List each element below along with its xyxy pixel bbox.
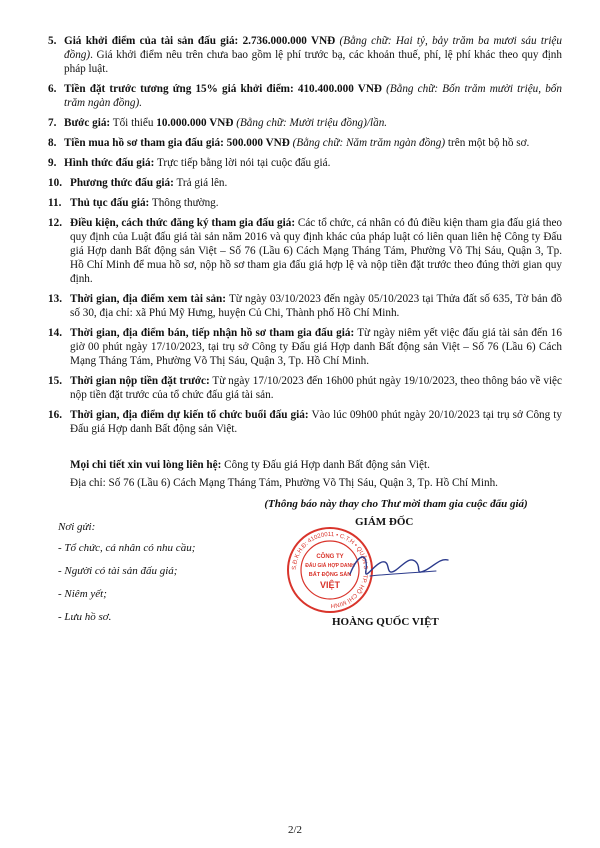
- item-text: Tối thiểu: [110, 117, 157, 129]
- item-16: [48, 408, 562, 436]
- item-number: 15.: [48, 375, 62, 387]
- item-5: [48, 34, 562, 76]
- item-italic: (Bằng chữ: Mười triệu đồng)/lần.: [233, 117, 388, 129]
- recipient-item: - Niêm yết;: [58, 588, 107, 600]
- item-label: Điều kiện, cách thức đăng ký tham gia đấu giá:: [70, 217, 296, 229]
- seal-line-3: BẤT ĐỘNG SẢN: [308, 572, 352, 578]
- item-label: Phương thức đấu giá:: [70, 177, 174, 189]
- contact-address: Địa chỉ: Số 76 (Lầu 6) Cách Mạng Tháng Tám, Phường Võ Thị Sáu, Quận 3, Tp. Hồ Chí Minh.: [70, 477, 498, 489]
- signer-title: GIÁM ĐỐC: [355, 516, 414, 528]
- item-label: Thủ tục đấu giá:: [70, 197, 150, 209]
- item-label: Thời gian, địa điểm xem tài sản:: [70, 293, 226, 305]
- recipient-item: - Lưu hồ sơ.: [58, 611, 112, 623]
- item-text: Trực tiếp bằng lời nói tại cuộc đấu giá.: [154, 157, 331, 169]
- item-label: Thời gian, địa điểm dự kiến tổ chức buổi đấu giá:: [70, 409, 309, 421]
- handwritten-signature: [340, 540, 460, 590]
- seal-line-2: ĐẤU GIÁ HỢP DANH: [305, 563, 355, 569]
- item-7: [48, 116, 562, 130]
- item-9: [48, 156, 562, 170]
- item-text: Từ ngày niêm yết việc đấu giá tài sản đến 16 giờ 00 phút ngày 17/10/2023, tại trụ sở Công ty Đấu giá Hợp danh Bất động sản Việt – Số 76 (Lầu 6) Cách Mạng Tháng Tám, Phường Võ Thị Sáu, Quận 3, Tp. Hồ Chí Minh.: [70, 327, 562, 367]
- recipient-item: - Người có tài sản đấu giá;: [58, 565, 178, 577]
- item-italic: (Bằng chữ: Năm trăm ngàn đồng): [289, 137, 446, 149]
- item-13: [48, 292, 562, 320]
- page-number: 2/2: [288, 824, 303, 836]
- item-italic: (Bằng chữ: Hai tỷ, bảy trăm ba mươi sáu triệu đồng): [64, 35, 562, 61]
- item-label: Tiền đặt trước tương ứng 15% giá khởi điểm: 410.400.000 VNĐ: [64, 83, 382, 95]
- auction-items-list: [48, 34, 562, 442]
- recipients-block: [58, 520, 278, 633]
- item-text: . Giá khởi điểm nêu trên chưa bao gồm lệ phí trước bạ, các khoản thuế, phí, lệ phí khác theo quy định pháp luật.: [64, 49, 562, 75]
- item-text: Từ ngày 03/10/2023 đến ngày 05/10/2023 tại Thửa đất số 635, Tờ bản đồ số 30, địa chỉ: xã Phú Mỹ Hưng, huyện Củ Chi, Thành phố Hồ Chí Minh.: [70, 293, 563, 319]
- item-label: Bước giá:: [64, 117, 111, 129]
- item-text: Vào lúc 09h00 phút ngày 20/10/2023 tại trụ sở Công ty Đấu giá Hợp danh Bất động sản Việt.: [70, 409, 563, 435]
- recipients-heading: Nơi gửi:: [58, 521, 96, 533]
- item-number: 9.: [48, 157, 57, 169]
- item-12: [48, 216, 562, 286]
- item-number: 11.: [48, 197, 62, 209]
- item-label: Thời gian, địa điểm bán, tiếp nhận hồ sơ tham gia đấu giá:: [70, 327, 355, 339]
- seal-ring-text: S.Đ.K.H.Đ: 41020011 • C.T.H • QUẬN 3 • TP. HỒ CHÍ MINH: [291, 531, 369, 609]
- signer-name: HOÀNG QUỐC VIỆT: [332, 616, 439, 628]
- item-text: Trả giá lên.: [173, 177, 228, 189]
- item-11: [48, 196, 562, 210]
- item-number: 16.: [48, 409, 62, 421]
- item-14: [48, 326, 562, 368]
- notice-text: (Thông báo này thay cho Thư mời tham gia cuộc đấu giá): [264, 498, 528, 510]
- item-number: 5.: [48, 35, 57, 47]
- recipient-item: - Tổ chức, cá nhân có nhu cầu;: [58, 542, 196, 554]
- item-8: [48, 136, 562, 150]
- item-amount: 10.000.000 VNĐ: [156, 117, 234, 129]
- item-text: Thông thường.: [149, 197, 219, 209]
- item-label: Thời gian nộp tiền đặt trước:: [70, 375, 210, 387]
- contact-value: Công ty Đấu giá Hợp danh Bất động sản Việt.: [221, 459, 430, 471]
- item-number: 6.: [48, 83, 57, 95]
- item-label: Giá khởi điểm của tài sản đấu giá: 2.736.000.000 VNĐ: [64, 35, 336, 47]
- item-italic: (Bằng chữ: Bốn trăm mười triệu, bốn trăm ngàn đồng).: [64, 83, 562, 109]
- item-6: [48, 82, 562, 110]
- item-number: 12.: [48, 217, 62, 229]
- item-number: 10.: [48, 177, 62, 189]
- item-text: trên một bộ hồ sơ.: [445, 137, 530, 149]
- item-text: Từ ngày 17/10/2023 đến 16h00 phút ngày 19/10/2023, theo thông báo về việc nộp tiền đặt trước của tổ chức đấu giá tài sản.: [70, 375, 562, 401]
- item-label: Tiền mua hồ sơ tham gia đấu giá: 500.000 VNĐ: [64, 137, 290, 149]
- item-number: 8.: [48, 137, 57, 149]
- item-label: Hình thức đấu giá:: [64, 157, 155, 169]
- seal-line-4: VIỆT: [319, 580, 341, 590]
- item-number: 7.: [48, 117, 57, 129]
- item-10: [48, 176, 562, 190]
- item-15: [48, 374, 562, 402]
- seal-line-1: CÔNG TY: [316, 554, 344, 560]
- contact-label: Mọi chi tiết xin vui lòng liên hệ:: [70, 459, 222, 471]
- item-text: Các tổ chức, cá nhân có đủ điều kiện tham gia đấu giá theo quy định của Luật đấu giá tài sản năm 2016 và quy định khác của pháp luật có liên quan liên hệ Công ty Đấu giá Hợp danh Bất động sản Việt – Số 76 (Lầu 6) Cách Mạng Tháng Tám, Phường Võ Thị Sáu, Quận 3, Tp. Hồ Chí Minh để mua hồ sơ, nộp hồ sơ tham gia đấu giá hợp lệ và nộp tiền đặt trước theo đúng thời gian quy định.: [70, 217, 563, 285]
- contact-line: [70, 458, 562, 472]
- item-number: 14.: [48, 327, 62, 339]
- item-number: 13.: [48, 293, 62, 305]
